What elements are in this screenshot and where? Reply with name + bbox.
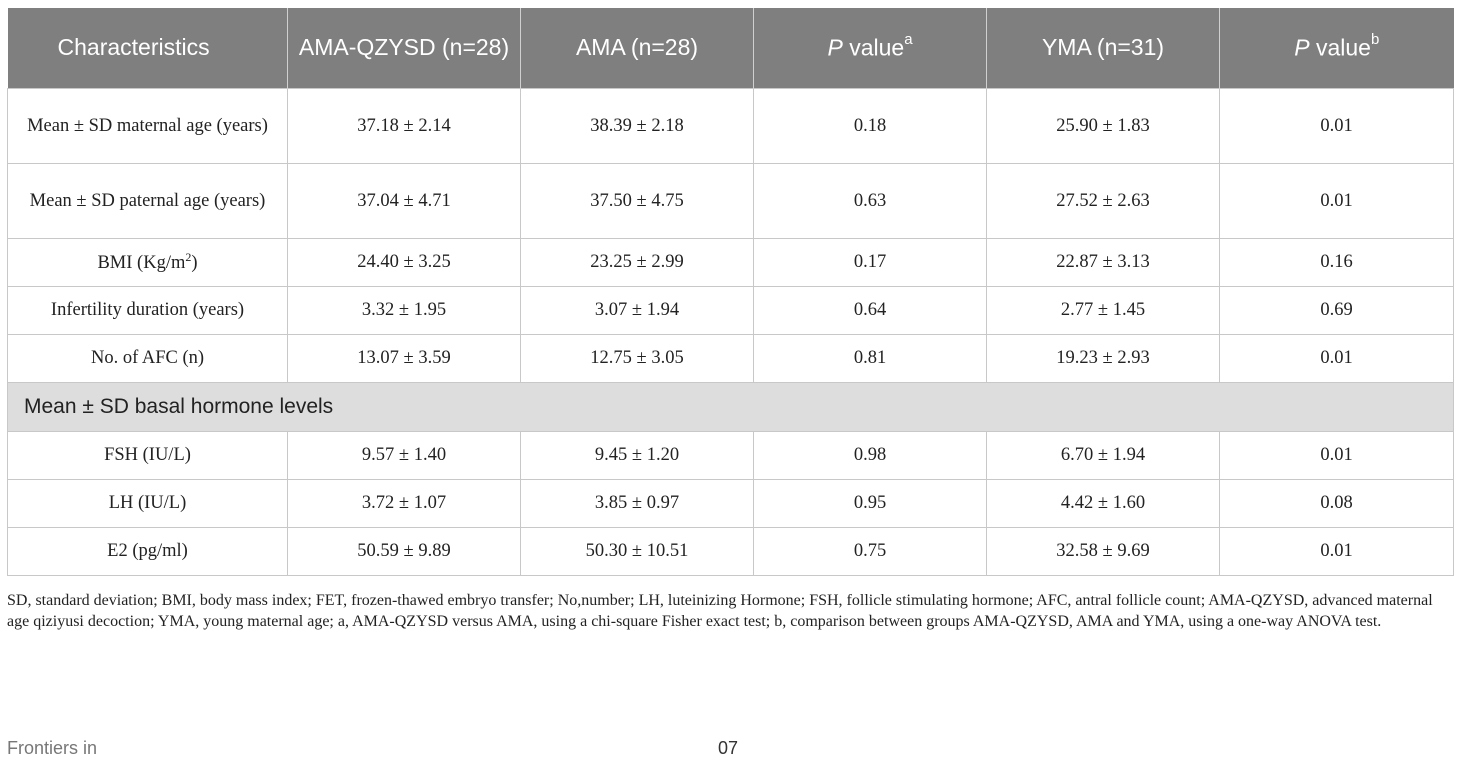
- table-row: [8, 239, 1454, 287]
- cell-ama-qzysd: 50.59 ± 9.89: [288, 528, 521, 576]
- section-label: Mean ± SD basal hormone levels: [8, 383, 1454, 432]
- table-row: [8, 528, 1454, 576]
- row-label: No. of AFC (n): [8, 335, 288, 383]
- cell-p-b: 0.01: [1220, 432, 1454, 480]
- cell-p-a: 0.64: [754, 287, 987, 335]
- cell-ama-qzysd: 9.57 ± 1.40: [288, 432, 521, 480]
- p-italic: P: [827, 34, 843, 61]
- cell-p-b: 0.16: [1220, 239, 1454, 287]
- header-characteristics: Characteristics: [8, 8, 288, 89]
- table-footnote: SD, standard deviation; BMI, body mass index; FET, frozen-thawed embryo transfer; No,number; LH, luteinizing Hormone; FSH, follicle stimulating hormone; AFC, antral follicle count; AMA-QZYSD, advanced maternal age qiziyusi decoction; YMA, young maternal age; a, AMA-QZYSD versus AMA, using a chi-square Fisher exact test; b, comparison between groups AMA-QZYSD, AMA and YMA, using a one-way ANOVA test.: [7, 592, 1433, 631]
- table-row: [8, 89, 1454, 164]
- cell-ama: 12.75 ± 3.05: [521, 335, 754, 383]
- characteristics-table: [7, 8, 1454, 576]
- cell-p-a: 0.17: [754, 239, 987, 287]
- row-label: LH (IU/L): [8, 480, 288, 528]
- bmi-label: BMI (Kg/m: [97, 252, 186, 273]
- cell-ama: 38.39 ± 2.18: [521, 89, 754, 164]
- cell-ama-qzysd: 37.04 ± 4.71: [288, 164, 521, 239]
- header-p-value-b: [1220, 8, 1454, 89]
- cell-ama: 50.30 ± 10.51: [521, 528, 754, 576]
- cell-p-b: 0.01: [1220, 335, 1454, 383]
- cell-ama: 3.07 ± 1.94: [521, 287, 754, 335]
- cell-ama: 23.25 ± 2.99: [521, 239, 754, 287]
- cell-yma: 19.23 ± 2.93: [987, 335, 1220, 383]
- cell-p-b: 0.01: [1220, 164, 1454, 239]
- cell-p-a: 0.98: [754, 432, 987, 480]
- row-label: E2 (pg/ml): [8, 528, 288, 576]
- cell-yma: 27.52 ± 2.63: [987, 164, 1220, 239]
- superscript-b: b: [1370, 30, 1380, 48]
- cell-yma: 32.58 ± 9.69: [987, 528, 1220, 576]
- cell-ama-qzysd: 13.07 ± 3.59: [288, 335, 521, 383]
- cell-yma: 4.42 ± 1.60: [987, 480, 1220, 528]
- header-ama-qzysd: AMA-QZYSD (n=28): [288, 8, 521, 89]
- cell-yma: 22.87 ± 3.13: [987, 239, 1220, 287]
- table-row: [8, 335, 1454, 383]
- characteristics-table-container: [7, 8, 1453, 576]
- page-number: 07: [718, 738, 739, 758]
- header-yma: YMA (n=31): [987, 8, 1220, 89]
- cell-ama-qzysd: 24.40 ± 3.25: [288, 239, 521, 287]
- table-row: [8, 287, 1454, 335]
- cell-ama: 9.45 ± 1.20: [521, 432, 754, 480]
- cell-ama-qzysd: 3.72 ± 1.07: [288, 480, 521, 528]
- cell-p-a: 0.81: [754, 335, 987, 383]
- header-p-value-a: [754, 8, 987, 89]
- value-text: value: [842, 34, 905, 61]
- superscript-a: a: [904, 30, 913, 48]
- row-label: [8, 239, 288, 287]
- cell-yma: 25.90 ± 1.83: [987, 89, 1220, 164]
- cell-p-b: 0.01: [1220, 528, 1454, 576]
- row-label: FSH (IU/L): [8, 432, 288, 480]
- cell-p-a: 0.95: [754, 480, 987, 528]
- row-label: Mean ± SD paternal age (years): [8, 164, 288, 239]
- p-italic: P: [1294, 34, 1310, 61]
- cell-p-b: 0.08: [1220, 480, 1454, 528]
- row-label: Mean ± SD maternal age (years): [8, 89, 288, 164]
- cell-yma: 6.70 ± 1.94: [987, 432, 1220, 480]
- cell-p-b: 0.69: [1220, 287, 1454, 335]
- cell-p-a: 0.63: [754, 164, 987, 239]
- bmi-label-close: ): [191, 252, 198, 273]
- cell-p-a: 0.75: [754, 528, 987, 576]
- cell-p-b: 0.01: [1220, 89, 1454, 164]
- value-text: value: [1309, 34, 1371, 61]
- table-row: [8, 432, 1454, 480]
- squared-superscript: 2: [185, 249, 192, 264]
- cell-ama-qzysd: 37.18 ± 2.14: [288, 89, 521, 164]
- cell-ama: 3.85 ± 0.97: [521, 480, 754, 528]
- table-row: [8, 480, 1454, 528]
- header-ama: AMA (n=28): [521, 8, 754, 89]
- cell-p-a: 0.18: [754, 89, 987, 164]
- cell-ama: 37.50 ± 4.75: [521, 164, 754, 239]
- cell-yma: 2.77 ± 1.45: [987, 287, 1220, 335]
- journal-name: Frontiers in: [7, 738, 98, 758]
- table-header-row: [8, 8, 1454, 89]
- table-row: [8, 164, 1454, 239]
- section-header-row: [8, 383, 1454, 432]
- row-label: Infertility duration (years): [8, 287, 288, 335]
- cell-ama-qzysd: 3.32 ± 1.95: [288, 287, 521, 335]
